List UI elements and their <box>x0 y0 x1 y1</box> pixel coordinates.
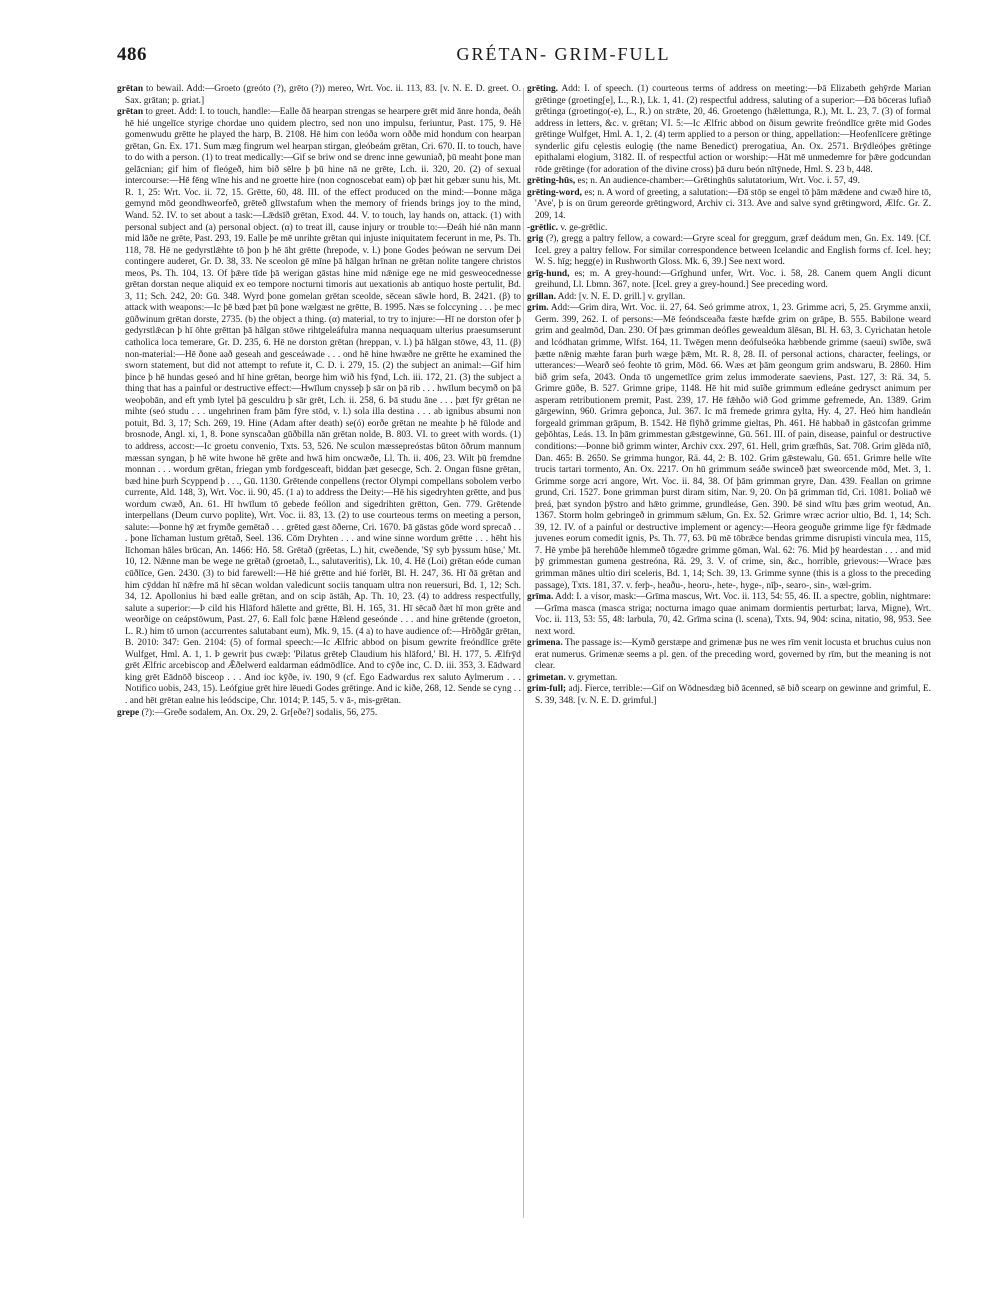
right-column <box>527 84 931 708</box>
entry-headword: grimetan. <box>527 672 566 683</box>
page-header <box>117 36 930 76</box>
entry-text: (?):—Greðe sodalem, An. Ox. 29, 2. Gr[eðe?] sodalis, 56, 275. <box>141 707 378 718</box>
entry-text: Add: [v. N. E. D. grill.] v. gryllan. <box>557 291 686 302</box>
entry-text: v. grymettan. <box>568 672 618 683</box>
entry-text: to greet. Add: I. to touch, handle:—Ealle ðā hearpan strengas se hearpere grēt mid ānre honda, ðeáh hē hié ungelīce styrige chordae uno quidem plectro, sed non uno impulsu, feriuntur, Past. 175, 9. Hē gomenwudu grētte he played the harp, B. 2108. Hē him con leóða worn oððe mid hondum con hearpan grētan, Gn. Ex. 171. Sum mæg fingrum wel hearpan stirgan, gleóbeám grētan, Cri. 670. II. to touch, have to do with a person. (1) to treat medically:—Gif se briw ond se drenc inne gewuniað, þū meaht þone man gelācnian; gif him of fleógeð, him bið sēlre þ þū hine nā ne grēte, Lch. ii. 320, 20. (2) of sexual intercourse:—Hē fēng wīne his and ne groette hire (non cognoscebat eam) oþ þæt hit gebær sunu his, Mt. R. 1, 25: Wrt. Voc. ii. 72, 15. Grētte, 60, 48. III. of the effect produced on the mind:—Þonne māga gemynd mōd geondhweorfeð, grēteð glīwstafum when the memory of friends brings joy to the mind, Wand. 52. IV. to set about a task:—Lǣdsīð grētan, Exod. 44. V. to touch, lay hands on, attack. (1) with personal subject and (a) personal object. (α) to treat ill, cause injury or trouble to:—Ðeáh hié nān mann mid lāðe ne grēte, Past. 293, 19. Ealle þe mē unrihte grētan qui injuste iniquitatem fecerunt in me, Ps. Th. 118, 78. Hē ne gedyrstlǣhte tō þon þ hē āht grētte (hrepode, v. l.) þone Godes þeówan ne servum Dei contingere auderet, Gr. D. 38, 33. Ne sceolon gē mīne þā hālgan hrīnan ne grētan nolite tangere christos meos, Ps. Th. 104, 13. Of þǣre tīde þā werigan gāstas hine mid nǣnige ege ne mid gesweocednesse grētan dorstan neque aliquid ex eo tempore nocturni timoris aut uexationis ab antiquo hoste pertulit, Bd. 3, 11; Sch. 242, 20: Gū. 348. Wyrd þone gomelan grētan sceolde, sēcean sāwle hord, B. 2421. (β) to attack with weapons:—Ic þē bæd þæt þū þone wælgæst ne grētte, B. 1995. Næs se folccyning . . . þe mec gūðwinum grētan dorste, 2735. (b) the object a thing. (α) material, to try to injure:—Hī ne dorston ofer þ gedyrstlǣcan þ hī ōhte grēttan þā hālgan stōwe rihtgeleáfulra manna nequaquam ulterius praesumserunt catholica loca temerare, Gr. D. 235, 6. Hē ne dorston grētan (hreppan, v. l.) þā hālgan stōwe, 43, 11. (β) non-material:—Hē ðone aað geseah and gesceáwade . . . ond hē hine hwæðre ne grētte he examined the sworn statement, but did not attempt to refute it, C. D. i. 279, 15. (2) the subject an animal:—Gif him þince þ hē hundas geseó and hī hine grētan, beorge him wið his fȳnd, Lch. iii. 172, 21. (3) the subject a thing that has a painful or destructive effect:—Hwīlum cnysseþ þ sār on þā rib . . . hwīlum becymð on þā weoþobān, and eft ymb lytel þā gesculdru þ sār grēt, Lch. ii. 258, 6. Þā studu āne . . . þæt fȳr grētan ne mihte (seó studu . . . ungehrinen fram þām fȳre stōd, v. l.) sola illa destina . . . ab ignibus absumi non potuit, Bd. 3, 17; Sch. 269, 19. Hine (Adam after death) se(ó) eorðe grētan ne meahte þ hē fūlode and brosnode, Angl. xi, 1, 8. Þone synscaðan gūðbilla nān grētan nolde, B. 803. VI. to greet with words. (1) to address, accost:—Ic groetu convenio, Txts. 53, 526. Ne sculon mæssepreóstas būton ōðrum mannum mæssan syngan, þ hē wite hwone hē grēte and hwā him oncwæðe, Ll. Th. ii. 406, 23. Wilt þū fremdne monnan . . . wordum grētan, friegan ymb fordgesceaft, biddan þæt gesecge, Sch. 2. Ongan fūsne grētan, bæd hine þurh Scyppend þ . . ., Gū. 1130. Grētende conpellens (rector Olympi compellans sobolem verbo currente, Ald. 148, 3), Wrt. Voc. ii. 90, 45. (1 a) to address the Deity:—Hē his sigedryhten grētte, and þus wordum cwæð, An. 61. Hī hwīlum tō gebede feóllon and sigedrihten grētton, Gen. 779. Grētende interpellans (Deum curvo poplite), Wrt. Voc. ii. 83, 13. (2) to use courteous terms on meeting a person, salute:—Þonne hȳ æt frymðe gemētað . . . grēted gæst ōðerne, Cri. 1670. Þā gāstas gōde word sprecað . . . þone līchaman lustum grētað, Seel. 136. Cōm Dryhten . . . and wine sinne wordum grētte . . . hēht his līchoman hāles brūcan, An. 1466: Hō. 58. Grētað (grēetas, L.) hit, cweðende, 'Sȳ syb þyssum hūse,' Mt. 10, 12. Nǣnne man be wege ne grētað (groetað, L., salutaveritis), Lk. 10, 4. Hē (Loi) grētan eóde cuman cūðlīce, Gen. 2430. (3) to bid farewell:—Hē hié grētte and hié forlēt, Bl. H. 247, 36. Hī ðā grētan and him cȳddan hī nǣfre mā hī sēcan woldan valedicunt sociis tanquam ultra non reuersuri, Bd. 1, 12; Sch. 34, 12. Apollonius hi bæd ealle grētan, and on scip āstāh, Ap. Th. 10, 23. (4) to address respectfully, salute a superior:—Þ cild his Hlāford hālette and grētte, Bl. H. 165, 31. Hī sēcað ðæt hī mon grēte and weorðige on ceápstōwum, Past. 27, 6. Eall folc þæne Hǣlend geseónde . . . and hine grētende (groeton, L. R.) him tō urnon (accurrentes salutabant eum), Mk. 9, 15. (4 a) to have audience of:—Hrōðgār grētan, B. 2010: 347: Gen. 2104: (5) of formal speech:—Ic Ælfric abbod on þisum gewrite freóndlīce grēte Wulfget, Hml. A. 1, 1. Þ gewrit þus cwæþ: 'Pilatus grēteþ Claudium his hlāford,' Bl. H. 177, 5. Ælfrȳd grēt Ælfric arcebiscop and Ǣðelwerd ealdarman eádmōdlīce. And to cȳðe inc, C. D. iii. 353, 3. Eādward king grēt Eādnōð bisceop . . . And ioc kȳðe, iv. 190, 9 (cf. Ego Eadwardus rex saluto Aylmerum . . . Notifico uobis, 243, 15). Leófgiue grēt hire lēuedi Godes grētinge. And ic kiðe, 268, 12. Sende se cyng . . . and hēt grētan ealne his leódscipe, Chr. 1014; P. 145, 5. v ā-, mis-grētan. <box>125 107 521 706</box>
entry-headword: grim-full; <box>527 684 567 695</box>
page-number: 486 <box>117 44 147 65</box>
left-column <box>117 84 521 719</box>
entry-text: es; m. A grey-hound:—Grīghund unfer, Wrt. Voc. i. 58, 28. Canem quem Angli dicunt greihund, Ll. Lbmn. 367, note. [Icel. grey a grey-hound.] See preceding word. <box>535 268 931 291</box>
entry-headword: grig <box>527 234 544 245</box>
entry-headword: grēting. <box>527 84 558 94</box>
dictionary-entry <box>527 672 931 685</box>
entry-text: adj. Fierce, terrible:—Gif on Wōdnesdæg bið ācenned, sē bið scearp on gewinne and grimful, E. S. 39, 348. [v. N. E. D. grimful.] <box>535 684 931 706</box>
entry-text: to bewail. Add:—Groeto (greóto (?), grēto (?)) mereo, Wrt. Voc. ii. 113, 83. [v. N. E. D. greet. O. Sax. grātan; p. griat.] <box>125 84 521 106</box>
entry-text: Add: I. a visor, mask:—Grīma mascus, Wrt. Voc. ii. 113, 54: 55, 46. II. a spectre, goblin, nightmare:—Grīma masca (masca striga; nocturna imago quae animam dormientis perturbat; larva, Migne), Wrt. Voc. ii. 113, 53: 55, 48: larbula, 70, 42. Grīma scina (l. scena), Txts. 94, 904: scina, nitatio, 98, 953. See next word. <box>535 592 932 637</box>
entry-headword: grīma. <box>527 592 554 603</box>
entry-headword: grēting-hūs, <box>527 176 576 187</box>
entry-headword: grillan. <box>527 291 556 302</box>
entry-headword: grēting-word, <box>527 187 582 198</box>
dictionary-entry <box>527 268 931 292</box>
dictionary-entry <box>117 84 521 107</box>
running-head: GRÉTAN- GRIM-FULL <box>456 44 671 64</box>
dictionary-entry <box>527 176 931 188</box>
entry-text: Add: I. of speech. (1) courteous terms of address on meeting:—Þā Elizabeth gehȳrde Marian grētinge (groeting[e], L., R.), Lk. 1, 41. (2) respectful address, saluting of a superior:—Ðā bōceras lufiað grētinga (groetingo(-e), L., R.) on strǣte, 20, 46. Groetengo (hǣlettunga, R.), Mt. L. 23, 7. (3) of formal address in letters, &c. v. grētan; VI. 5:—Ic Ælfric abbod on ðisum gewrite freóndlīce grēte mid Godes grētinge Wulfget, Hml. A. 1, 2. (4) term applied to a person or thing, appellation:—Heofenlīcere grētinge synderlic gifu cęlestis eulogię (the name Benedict) prerogatiua, An. Ox. 2571. Brȳdleóþes grētinge epithalami elogium, 3182. II. of respectful action or worship:—Hāt mē unmedemre for þǣre godcundan rōde grētinge (for adoration of the divine cross) þā duru beón nītȳnede, Hml. S. 23 b, 448. <box>535 84 931 175</box>
entry-text: (?), gregg a paltry fellow, a coward:—Gryre sceal for greggum, græf deádum men, Gn. Ex. 149. [Cf. Icel. grey a paltry fellow. For similar correspondence between Icelandic and English forms cf. Icel. hey; W. S. hīg; hegg(e) in Rushworth Gloss. Mk. 6, 39.] See next word. <box>535 234 932 268</box>
dictionary-entry <box>117 107 521 707</box>
entry-headword: grētan <box>117 84 144 94</box>
dictionary-entry <box>527 638 931 673</box>
dictionary-entry <box>527 234 932 269</box>
dictionary-entry <box>527 291 931 304</box>
dictionary-entry <box>527 187 932 223</box>
dictionary-entry <box>527 222 931 235</box>
entry-headword: grīg-hund, <box>527 268 570 279</box>
entry-headword: -grētlic. <box>527 222 558 233</box>
entry-text: v. ge-grētlic. <box>560 222 608 233</box>
entry-text: es; n. An audience-chamber:—Grētinghūs salutatorium, Wrt. Voc. i. 57, 49. <box>577 176 860 187</box>
dictionary-entry <box>527 684 931 707</box>
dictionary-entry <box>527 84 931 176</box>
column-divider <box>523 88 524 1218</box>
entry-text: es; n. A word of greeting, a salutation:—Ðā stōp se engel tō þām mǣdene and cwæð hire tō, 'Ave', þ is on ūrum gereorde grētingword, Archiv ci. 313. Ave and salve synd grētingword, Ælfc. Gr. Z. 209, 14. <box>535 187 932 222</box>
entry-text: Add:—Grim dira, Wrt. Voc. ii. 27, 64. Seó grimme atrox, 1, 23. Grimme acri, 5, 25. Grymme anxii, Germ. 399, 262. I. of persons:—Mē feóndsceaða fæste hæfde grim on grāpe, B. 555. Babilone weard grim and gealmōd, Dan. 230. Of þæs grimman deófles gewealdum ālēsan, Bl. H. 63, 3. Cyrichatan hetole and lcódhatan grimme, Wlfst. 164, 11. Twēgen menn deófulseóka hæbbende grimme (saeui) swīðe, swā þætte nǣnig mæhte faran þurh wæge þǣm, Mt. R. 8, 28. II. of personal actions, character, feelings, or utterances:—Wearð seó feohte tō grim, Mōd. 66. Wæs æt þām geongum grim andswaru, B. 2860. Him bið grim sefa, 2043. Onda tō ungemetlīce grim zelus immoderate saeviens, Past. 127, 3: Rä. 34, 5. Grimre gūðe, B. 527. Grimne gripe, 1148. Hē hit mid suīðe grimmum edleáne gedrysct animum per asperam retributionem premit, Past. 239, 17. Hē fǣhðo wið God grimme gefremede, An. 1389. Grim gārgewinn, 960. Grimra geþonca, Jul. 367. Ic mā fremede grimra gylta, Hy. 4, 27. Heó him handleán forgeald grimman grāpum, B. 1542. Hē flȳhð grimme gieltas, Ph. 461. Hē habbað in gāstcofan grimme geþōhtas, Leás. 13. In þām grimmestan gǣstgewinne, Gū. 561. III. of pain, disease, painful or destructive conditions:—Þonne bið grimm winter, Archiv cxx. 297, 61. Hell, grim græfhūs, Sat. 708. Grim glēda nīð, Dan. 465: B. 2650. Se grimma hungor, Rä. 44, 2: B. 102. Grim gǣstewalu, Gū. 651. Grimre helle wīte trucis tartari tormento, An. Ox. 2217. On hū grimmum seáðe swinceð þæt sweorcende mōd, Met. 3, 1. Grimme sorge acri angore, Wrt. Voc. ii. 84, 38. Of þām grimman gryre, Dan. 439. Feallan on grimne grund, Cri. 1527. Þone grimman þurst diram sitim, Nar. 9, 20. On þā grimman tīd, Cri. 1081. Þoliað wē þreá, þæt syndon þȳstro and hǣto grimme, grundleáse, Gen. 390. Þē sind wītu þæs grim weotud, An. 1367. Storm holm gebringeð in grimmum sǣlum, Gn. Ex. 52. Grimre wræc acrior ultio, Bd. 1, 14; Sch. 39, 12. IV. of a painful or destructive implement or agency:—Heora geoguðe grimme lige fȳr fǣdmade juvenes eorum comedit ignis, Ps. Th. 77, 63. Þū mē tōbrǣce bendas grimme disrupisti vincula mea, 115, 7. Hē ymbe þā herehūðe hlemmeð tōgædre grimme gōman, Wal. 62: 76. Mid þȳ heardestan . . . and mid þȳ grimmestan gumena gestreóna, Rä. 29, 3. V. of crime, sin, &c., horrible, grievous:—Wrace þæs grimman mānes ultio diri sceleris, Bd. 1, 14; Sch. 39, 13. Grimme synne (this is a gloss to the preceding passage), Txts. 181, 37. v. ferþ-, heaðu-, heoru-, hete-, hyge-, nīþ-, searo-, sin-, wæl-grim. <box>535 303 931 591</box>
entry-headword: grimena. <box>527 638 563 649</box>
dictionary-entry <box>527 592 932 638</box>
entry-headword: grim. <box>527 303 549 314</box>
entry-headword: grepe <box>117 707 140 718</box>
dictionary-entry <box>117 707 521 720</box>
entry-text: The passage is:—Kymð gerstæpe and grimenæ þus ne wes rīm venit locusta et bruchus cuius non erat numerus. Grimenæ seems a pl. gen. of the preceding word, governed by rīm, but the meaning is not clear. <box>535 638 931 672</box>
entry-headword: grētan <box>117 107 144 118</box>
dictionary-entry <box>527 303 931 592</box>
